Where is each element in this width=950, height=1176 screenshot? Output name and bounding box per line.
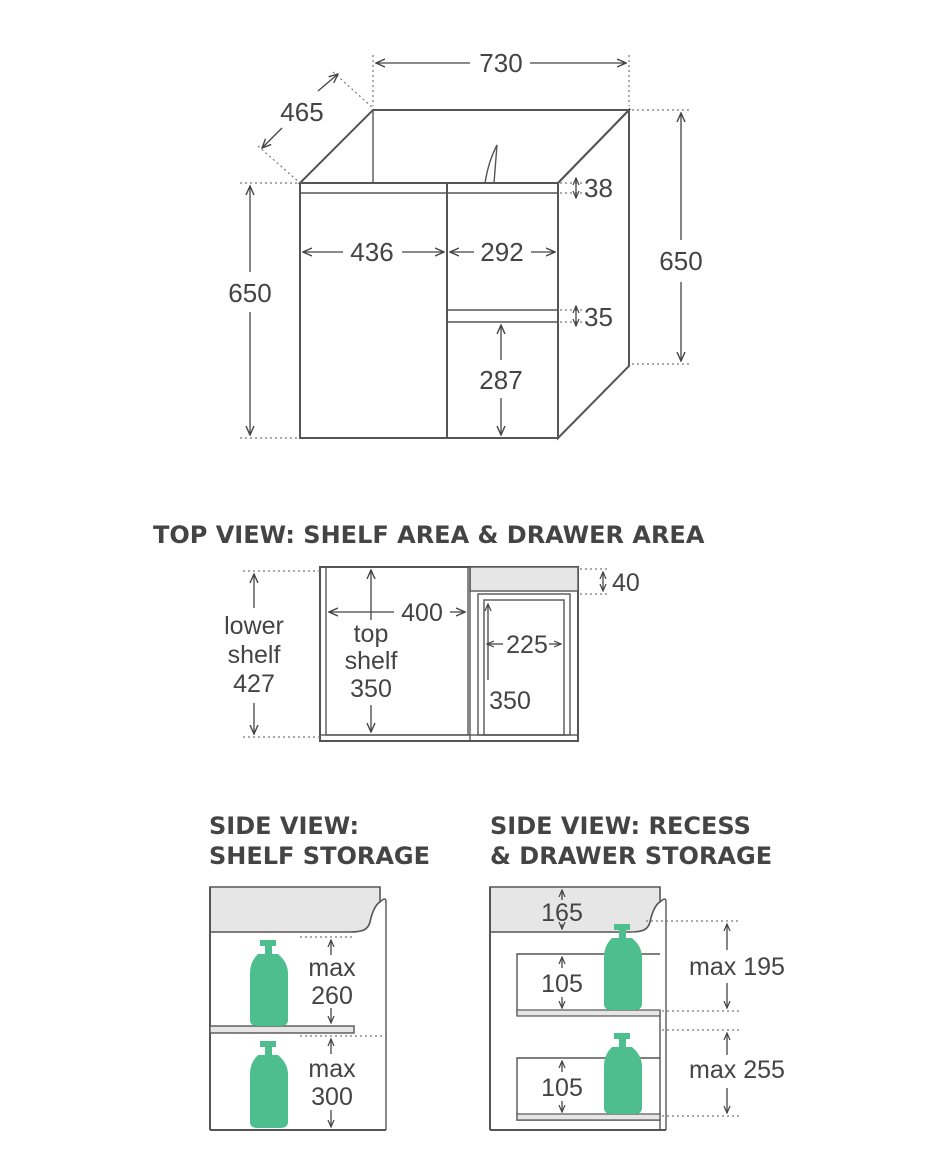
shelf-width-label: 400 — [401, 599, 443, 627]
recess-lower-max-label: max 255 — [689, 1056, 785, 1084]
cabinet-side — [558, 110, 629, 438]
lower-shelf-line1: lower — [224, 612, 284, 640]
width-label: 730 — [479, 48, 523, 78]
recess-depth-label: 165 — [541, 899, 583, 927]
drawer2-height-label: 105 — [541, 1074, 583, 1102]
depth-label: 465 — [280, 97, 324, 127]
bottle-icon — [604, 1033, 642, 1114]
lower-shelf-line2: shelf — [227, 641, 281, 669]
shelf-lower-max-label: max — [308, 1055, 356, 1083]
cabinet-top-opening — [300, 110, 629, 183]
top-shelf-line2: shelf — [344, 647, 398, 675]
bottle-icon — [604, 924, 642, 1010]
side-recess-title-line2: & DRAWER STORAGE — [490, 842, 773, 870]
shelf-board — [210, 1026, 354, 1033]
drawer-area-depth-label: 350 — [489, 687, 531, 715]
height-left-label: 650 — [228, 278, 272, 308]
drawer1-height-label: 105 — [541, 970, 583, 998]
recess-upper-max-label: max 195 — [689, 953, 785, 981]
lower-drawer-height-label: 287 — [479, 365, 523, 395]
drawer-offset-label: 40 — [612, 569, 640, 597]
shelf-upper-max-label: max — [308, 954, 356, 982]
side-recess-title-line1: SIDE VIEW: RECESS — [490, 812, 751, 840]
door-width-label: 436 — [350, 237, 394, 267]
height-right-label: 650 — [659, 246, 703, 276]
lower-shelf-value: 427 — [233, 670, 275, 698]
top-thickness-label: 38 — [584, 173, 613, 203]
shelf-view-counter — [210, 887, 380, 932]
side-view-shelf — [209, 812, 430, 1130]
drawer-area-width-label: 225 — [506, 631, 548, 659]
drawer-gap-label: 35 — [584, 302, 613, 332]
side-view-recess — [490, 812, 785, 1130]
side-shelf-title-line2: SHELF STORAGE — [209, 842, 431, 870]
bottle-icon — [250, 940, 288, 1026]
shelf-upper-max-value: 260 — [311, 982, 353, 1010]
top-view — [153, 521, 705, 741]
top-view-title: TOP VIEW: SHELF AREA & DRAWER AREA — [153, 521, 705, 549]
top-shelf-value: 350 — [350, 675, 392, 703]
shelf-lower-max-value: 300 — [311, 1083, 353, 1111]
drawer-width-label: 292 — [480, 237, 524, 267]
side-shelf-title-line1: SIDE VIEW: — [209, 812, 360, 840]
bottle-icon — [250, 1041, 288, 1128]
top-shelf-line1: top — [353, 620, 389, 648]
front-view — [228, 48, 702, 438]
tap-outline — [485, 145, 497, 183]
